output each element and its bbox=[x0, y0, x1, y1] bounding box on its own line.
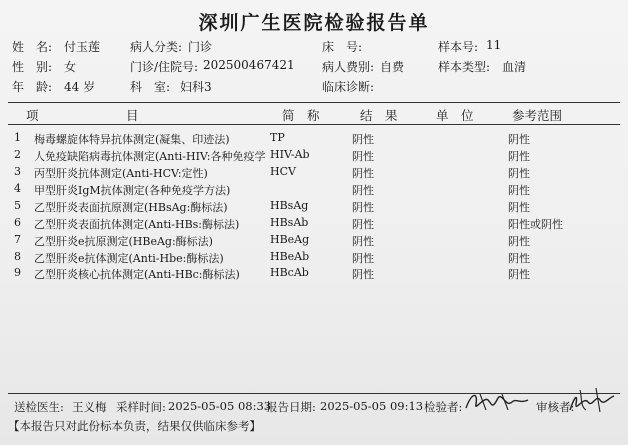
clinic-no-label: 门诊/住院号: bbox=[130, 60, 199, 74]
sender-label: 送检医生: bbox=[14, 400, 64, 414]
disclaimer-note: 【本报告只对此份标本负责，结果仅供临床参考】 bbox=[8, 419, 261, 433]
row-item-name: 人免疫缺陷病毒抗体测定(Anti-HIV:各种免疫学 bbox=[34, 150, 266, 163]
tester-signature bbox=[462, 386, 532, 416]
row-result: 阴性 bbox=[352, 235, 374, 248]
row-abbr: TP bbox=[270, 131, 285, 144]
table-row bbox=[0, 250, 628, 266]
row-abbr: HBeAg bbox=[270, 233, 310, 246]
row-ref: 阴性 bbox=[508, 201, 530, 214]
sample-no-label: 样本号: bbox=[438, 40, 479, 54]
row-result: 阴性 bbox=[352, 167, 374, 180]
reviewer-label: 审核者: bbox=[536, 400, 575, 414]
row-result: 阴性 bbox=[352, 133, 374, 146]
row-ref: 阳性或阴性 bbox=[508, 218, 563, 231]
row-ref: 阴性 bbox=[508, 235, 530, 248]
sample-time: 2025-05-05 08:33 bbox=[168, 399, 272, 413]
tester-label: 检验者: bbox=[424, 400, 463, 414]
name-label: 姓 名: bbox=[12, 40, 53, 54]
row-ref: 阴性 bbox=[508, 184, 530, 197]
row-ref: 阴性 bbox=[508, 150, 530, 163]
row-number: 9 bbox=[14, 266, 21, 279]
bed-label: 床 号: bbox=[322, 40, 363, 54]
row-number: 6 bbox=[14, 216, 21, 229]
diagnosis-label: 临床诊断: bbox=[322, 80, 375, 94]
category-label: 病人分类: bbox=[130, 40, 183, 54]
row-number: 1 bbox=[14, 131, 21, 144]
row-result: 阴性 bbox=[352, 184, 374, 197]
report-date: 2025-05-05 09:13 bbox=[320, 399, 424, 413]
row-number: 5 bbox=[14, 199, 21, 212]
row-item-name: 梅毒螺旋体特异抗体测定(凝集、印迹法) bbox=[34, 133, 230, 146]
dept-label: 科 室: bbox=[130, 80, 171, 94]
row-item-name: 丙型肝炎抗体测定(Anti-HCV:定性) bbox=[34, 167, 208, 180]
patient-dept: 妇科3 bbox=[180, 80, 212, 94]
row-ref: 阴性 bbox=[508, 268, 530, 281]
fee-label: 病人费别: bbox=[322, 60, 375, 74]
row-result: 阴性 bbox=[352, 252, 374, 265]
row-item-name: 乙型肝炎表面抗体测定(Anti-HBs:酶标法) bbox=[34, 218, 240, 231]
table-row bbox=[0, 199, 628, 215]
table-header-divider bbox=[8, 124, 620, 125]
sample-type: 血清 bbox=[502, 60, 527, 74]
row-abbr: HBeAb bbox=[270, 250, 310, 263]
table-row bbox=[0, 165, 628, 181]
row-item-name: 乙型肝炎表面抗原测定(HBsAg:酶标法) bbox=[34, 201, 228, 214]
row-ref: 阴性 bbox=[508, 133, 530, 146]
row-item-name: 甲型肝炎IgM抗体测定(各种免疫学方法) bbox=[34, 184, 231, 197]
row-number: 3 bbox=[14, 165, 21, 178]
row-ref: 阴性 bbox=[508, 167, 530, 180]
row-abbr: HBcAb bbox=[270, 266, 309, 279]
row-ref: 阴性 bbox=[508, 252, 530, 265]
sample-no: 11 bbox=[486, 38, 502, 52]
row-abbr: HBsAb bbox=[270, 216, 309, 229]
clinic-no: 202500467421 bbox=[203, 58, 295, 72]
row-item-name: 乙型肝炎e抗体测定(Anti-Hbe:酶标法) bbox=[34, 252, 224, 265]
patient-category: 门诊 bbox=[188, 40, 213, 54]
patient-name: 付玉莲 bbox=[64, 40, 101, 54]
sender-name: 王义梅 bbox=[72, 400, 107, 414]
col-header-unit: 单 位 bbox=[436, 108, 474, 123]
col-header-ref: 参考范围 bbox=[512, 108, 563, 123]
col-header-item: 项 目 bbox=[26, 108, 139, 123]
table-row bbox=[0, 216, 628, 232]
table-row bbox=[0, 233, 628, 249]
sex-label: 性 别: bbox=[12, 60, 53, 74]
row-result: 阴性 bbox=[352, 268, 374, 281]
row-number: 8 bbox=[14, 250, 21, 263]
row-abbr: HCV bbox=[270, 165, 296, 178]
header-divider bbox=[8, 102, 620, 103]
col-header-result: 结 果 bbox=[360, 108, 398, 123]
col-header-abbr: 简 称 bbox=[282, 108, 320, 123]
patient-fee: 自费 bbox=[380, 60, 405, 74]
row-number: 4 bbox=[14, 182, 21, 195]
sample-type-label: 样本类型: bbox=[438, 60, 491, 74]
table-row bbox=[0, 148, 628, 164]
report-date-label: 报告日期: bbox=[266, 400, 316, 414]
row-item-name: 乙型肝炎核心抗体测定(Anti-HBc:酶标法) bbox=[34, 268, 240, 281]
row-abbr: HBsAg bbox=[270, 199, 309, 212]
row-number: 7 bbox=[14, 233, 21, 246]
row-result: 阴性 bbox=[352, 218, 374, 231]
row-number: 2 bbox=[14, 148, 21, 161]
row-result: 阴性 bbox=[352, 150, 374, 163]
reviewer-signature bbox=[566, 384, 618, 416]
age-label: 年 龄: bbox=[12, 80, 53, 94]
row-result: 阴性 bbox=[352, 201, 374, 214]
table-row bbox=[0, 182, 628, 198]
table-row bbox=[0, 266, 628, 282]
patient-age: 44 岁 bbox=[64, 80, 96, 94]
row-abbr: HIV-Ab bbox=[270, 148, 310, 161]
report-title: 深圳广生医院检验报告单 bbox=[198, 12, 430, 34]
table-row bbox=[0, 131, 628, 147]
sample-time-label: 采样时间: bbox=[116, 400, 166, 414]
patient-sex: 女 bbox=[64, 60, 77, 74]
row-item-name: 乙型肝炎e抗原测定(HBeAg:酶标法) bbox=[34, 235, 213, 248]
